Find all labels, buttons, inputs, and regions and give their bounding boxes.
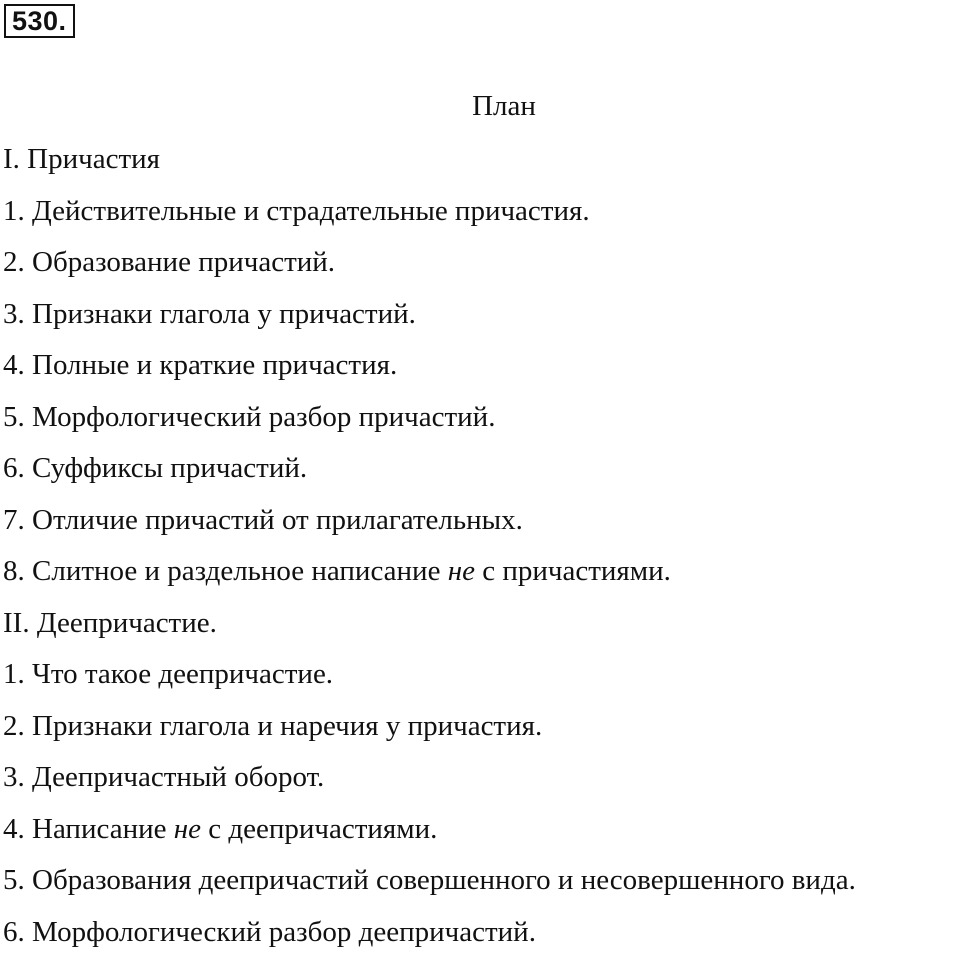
plan-item: 5. Образования деепричастий совершенного и несовершенного вида. xyxy=(3,858,856,910)
plan-item: 4. Полные и краткие причастия. xyxy=(3,343,856,395)
item-text-before: 8. Слитное и раздельное написание xyxy=(3,555,448,587)
item-text-after: с деепричастиями. xyxy=(201,813,437,845)
item-text-after: с причастиями. xyxy=(475,555,671,587)
section-heading: II. Деепричастие. xyxy=(3,601,856,653)
plan-item: 1. Что такое деепричастие. xyxy=(3,652,856,704)
plan-item: 3. Признаки глагола у причастий. xyxy=(3,292,856,344)
plan-item: 6. Морфологический разбор деепричастий. xyxy=(3,910,856,961)
plan-item: 6. Суффиксы причастий. xyxy=(3,446,856,498)
item-text-before: 4. Написание xyxy=(3,813,174,845)
plan-item: 3. Деепричастный оборот. xyxy=(3,755,856,807)
plan-item: 1. Действительные и страдательные причастия. xyxy=(3,189,856,241)
italic-word: не xyxy=(174,813,201,845)
plan-item: 7. Отличие причастий от прилагательных. xyxy=(3,498,856,550)
plan-item: 5. Морфологический разбор причастий. xyxy=(3,395,856,447)
italic-word: не xyxy=(448,555,475,587)
plan-item: 2. Образование причастий. xyxy=(3,240,856,292)
section-heading: I. Причастия xyxy=(3,137,856,189)
plan-item xyxy=(3,807,856,859)
plan-item: 2. Признаки глагола и наречия у причастия. xyxy=(3,704,856,756)
task-number: 530. xyxy=(4,4,75,38)
plan-list xyxy=(3,137,856,961)
plan-title: План xyxy=(0,86,960,126)
plan-item xyxy=(3,549,856,601)
